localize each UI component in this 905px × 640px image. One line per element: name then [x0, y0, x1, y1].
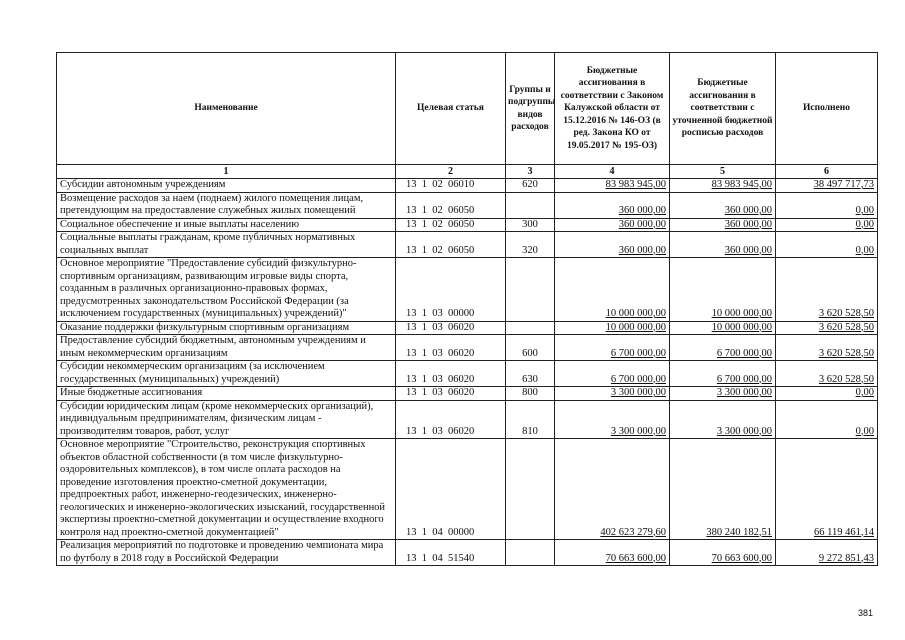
table-row	[57, 192, 878, 218]
table-row	[57, 540, 878, 566]
row-refined-amount: 3 300 000,00	[670, 387, 776, 401]
header-name: Наименование	[57, 53, 396, 165]
header-refined: Бюджетные ассигнования в соответствии с уточненной бюджетной росписью расходов	[670, 53, 776, 165]
row-executed-amount: 3 620 528,50	[776, 361, 878, 387]
table-row	[57, 258, 878, 322]
row-target: 13 1 02 06050	[396, 218, 506, 232]
row-executed-amount: 0,00	[776, 400, 878, 439]
column-number: 4	[555, 165, 670, 179]
row-law-amount: 360 000,00	[555, 192, 670, 218]
row-refined-amount: 3 300 000,00	[670, 400, 776, 439]
row-target: 13 1 04 00000	[396, 439, 506, 540]
row-name: Субсидии автономным учреждениям	[57, 179, 396, 193]
row-name: Социальное обеспечение и иные выплаты населению	[57, 218, 396, 232]
row-refined-amount: 70 663 600,00	[670, 540, 776, 566]
row-name: Социальные выплаты гражданам, кроме публичных нормативных социальных выплат	[57, 232, 396, 258]
row-target: 13 1 02 06050	[396, 192, 506, 218]
row-executed-amount: 9 272 851,43	[776, 540, 878, 566]
budget-table	[56, 52, 878, 566]
row-law-amount: 402 623 279,60	[555, 439, 670, 540]
row-group: 300	[506, 218, 555, 232]
column-number: 3	[506, 165, 555, 179]
row-law-amount: 83 983 945,00	[555, 179, 670, 193]
table-row	[57, 439, 878, 540]
row-target: 13 1 04 51540	[396, 540, 506, 566]
row-executed-amount: 0,00	[776, 387, 878, 401]
row-executed-amount: 3 620 528,50	[776, 258, 878, 322]
row-target: 13 1 03 06020	[396, 400, 506, 439]
header-row	[57, 53, 878, 165]
row-executed-amount: 3 620 528,50	[776, 335, 878, 361]
column-number: 5	[670, 165, 776, 179]
header-law: Бюджетные ассигнования в соответствии с Законом Калужской области от 15.12.2016 № 146-ОЗ (в ред. Закона КО от 19.05.2017 № 195-ОЗ)	[555, 53, 670, 165]
header-groups: Группы и подгруппы видов расходов	[506, 53, 555, 165]
row-refined-amount: 83 983 945,00	[670, 179, 776, 193]
column-number-row	[57, 165, 878, 179]
row-group: 630	[506, 361, 555, 387]
column-number: 6	[776, 165, 878, 179]
row-name: Реализация мероприятий по подготовке и проведению чемпионата мира по футболу в 2018 году в Российской Федерации	[57, 540, 396, 566]
table-row	[57, 179, 878, 193]
row-law-amount: 3 300 000,00	[555, 400, 670, 439]
header-executed: Исполнено	[776, 53, 878, 165]
row-refined-amount: 6 700 000,00	[670, 335, 776, 361]
row-name: Субсидии некоммерческим организациям (за исключением государственных (муниципальных) учреждений)	[57, 361, 396, 387]
row-law-amount: 10 000 000,00	[555, 258, 670, 322]
row-refined-amount: 10 000 000,00	[670, 258, 776, 322]
row-law-amount: 360 000,00	[555, 218, 670, 232]
table-row	[57, 321, 878, 335]
row-target: 13 1 03 06020	[396, 387, 506, 401]
row-name: Основное мероприятие "Предоставление субсидий физкультурно-спортивным организациям, развивающим игровые виды спорта, созданным в различных организационно-правовых формах, предусмотренных законодательством Российской Федерации (за исключением государственных (муниципальных) учреждений)"	[57, 258, 396, 322]
row-refined-amount: 360 000,00	[670, 192, 776, 218]
column-number: 1	[57, 165, 396, 179]
row-name: Субсидии юридическим лицам (кроме некоммерческих организаций), индивидуальным предпринимателям, физическим лицам - производителям товаров, работ, услуг	[57, 400, 396, 439]
row-group	[506, 258, 555, 322]
row-law-amount: 6 700 000,00	[555, 361, 670, 387]
row-law-amount: 70 663 600,00	[555, 540, 670, 566]
budget-table-sheet	[56, 52, 877, 566]
row-group	[506, 192, 555, 218]
table-row	[57, 335, 878, 361]
row-target: 13 1 03 06020	[396, 361, 506, 387]
table-row	[57, 361, 878, 387]
row-executed-amount: 0,00	[776, 232, 878, 258]
row-executed-amount: 0,00	[776, 218, 878, 232]
row-name: Основное мероприятие "Строительство, реконструкция спортивных объектов областной собственности (в том числе физкультурно-оздоровительных комплексов), в том числе оплата расходов на проведение изготовления проектно-сметной документации, предпроектных работ, инженерно-геодезических, инженерно-геологических и инженерно-экологических изысканий, государственной экспертизы проектно-сметной документации и осуществление входного контроля над проектно-сметной документацией"	[57, 439, 396, 540]
row-group: 320	[506, 232, 555, 258]
row-refined-amount: 360 000,00	[670, 218, 776, 232]
row-name: Иные бюджетные ассигнования	[57, 387, 396, 401]
row-target: 13 1 03 06020	[396, 321, 506, 335]
row-law-amount: 10 000 000,00	[555, 321, 670, 335]
table-row	[57, 218, 878, 232]
row-executed-amount: 3 620 528,50	[776, 321, 878, 335]
row-name: Предоставление субсидий бюджетным, автономным учреждениям и иным некоммерческим организациям	[57, 335, 396, 361]
row-group: 810	[506, 400, 555, 439]
row-group: 800	[506, 387, 555, 401]
row-name: Оказание поддержки физкультурным спортивным организациям	[57, 321, 396, 335]
row-executed-amount: 66 119 461,14	[776, 439, 878, 540]
row-refined-amount: 360 000,00	[670, 232, 776, 258]
row-executed-amount: 38 497 717,73	[776, 179, 878, 193]
row-law-amount: 3 300 000,00	[555, 387, 670, 401]
row-name: Возмещение расходов за наем (поднаем) жилого помещения лицам, претендующим на предоставление служебных жилых помещений	[57, 192, 396, 218]
row-law-amount: 360 000,00	[555, 232, 670, 258]
row-group	[506, 439, 555, 540]
table-row	[57, 232, 878, 258]
row-target: 13 1 02 06010	[396, 179, 506, 193]
page-number: 381	[857, 608, 873, 618]
row-target: 13 1 03 06020	[396, 335, 506, 361]
row-target: 13 1 03 00000	[396, 258, 506, 322]
header-target: Целевая статья	[396, 53, 506, 165]
row-refined-amount: 10 000 000,00	[670, 321, 776, 335]
row-executed-amount: 0,00	[776, 192, 878, 218]
row-target: 13 1 02 06050	[396, 232, 506, 258]
row-refined-amount: 6 700 000,00	[670, 361, 776, 387]
row-group	[506, 321, 555, 335]
column-number: 2	[396, 165, 506, 179]
row-law-amount: 6 700 000,00	[555, 335, 670, 361]
row-refined-amount: 380 240 182,51	[670, 439, 776, 540]
table-row	[57, 400, 878, 439]
row-group	[506, 540, 555, 566]
row-group: 600	[506, 335, 555, 361]
row-group: 620	[506, 179, 555, 193]
table-row	[57, 387, 878, 401]
